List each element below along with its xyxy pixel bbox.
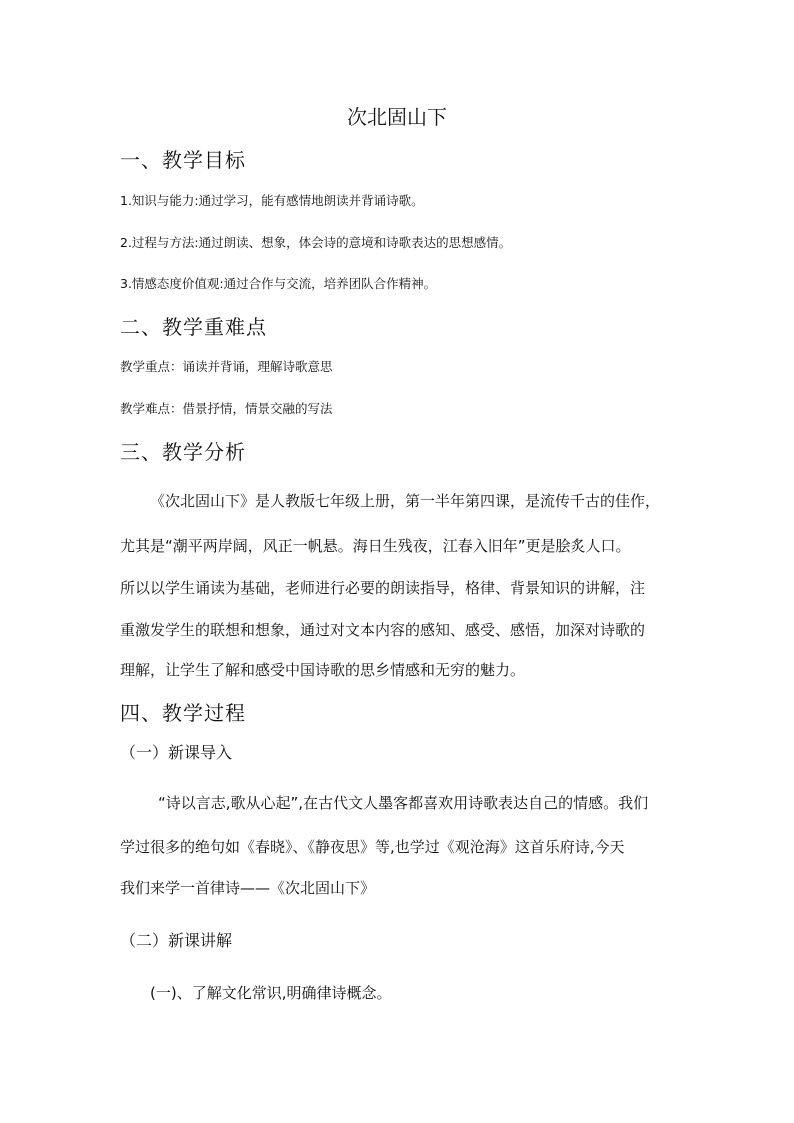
- analysis-paragraph-line: 《次北固山下》是人教版七年级上册，第一半年第四课，是流传千古的佳作，: [150, 492, 661, 510]
- introduction-paragraph-line: “诗以言志,歌从心起”,在古代文人墨客都喜欢用诗歌表达自己的情感。我们: [158, 794, 649, 812]
- key-point-item: 教学重点：诵读并背诵，理解诗歌意思: [120, 359, 333, 374]
- subsection-heading-lecture: （二）新课讲解: [120, 931, 233, 950]
- section-heading-analysis: 三、教学分析: [120, 440, 246, 464]
- section-heading-objectives: 一、教学目标: [120, 148, 246, 172]
- analysis-paragraph-line: 尤其是“潮平两岸阔，风正一帆悬。海日生残夜，江春入旧年”更是脍炙人口。: [120, 537, 631, 555]
- lecture-paragraph-line: (一)、了解文化常识,明确律诗概念。: [150, 984, 392, 1002]
- section-heading-key-points: 二、教学重难点: [120, 315, 267, 339]
- objective-item: 3.情感态度价值观:通过合作与交流，培养团队合作精神。: [120, 276, 437, 291]
- document-title: 次北固山下: [347, 105, 447, 129]
- introduction-paragraph-line: 学过很多的绝句如《春晓》、《静夜思》等,也学过《观沧海》这首乐府诗,今天: [120, 838, 625, 856]
- section-heading-process: 四、教学过程: [120, 701, 246, 725]
- introduction-paragraph-line: 我们来学一首律诗——《次北固山下》: [120, 879, 376, 897]
- analysis-paragraph-line: 理解，让学生了解和感受中国诗歌的思乡情感和无穷的魅力。: [120, 661, 526, 679]
- analysis-paragraph-line: 重激发学生的联想和想象，通过对文本内容的感知、感受、感悟，加深对诗歌的: [120, 621, 646, 639]
- subsection-heading-introduction: （一）新课导入: [120, 743, 233, 762]
- objective-item: 2.过程与方法:通过朗读、想象，体会诗的意境和诗歌表达的思想感情。: [120, 235, 512, 250]
- analysis-paragraph-line: 所以以学生诵读为基础，老师进行必要的朗读指导，格律、背景知识的讲解，注: [120, 579, 646, 597]
- objective-item: 1.知识与能力:通过学习，能有感情地朗读并背诵诗歌。: [120, 193, 424, 208]
- difficult-point-item: 教学难点：借景抒情，情景交融的写法: [120, 401, 333, 416]
